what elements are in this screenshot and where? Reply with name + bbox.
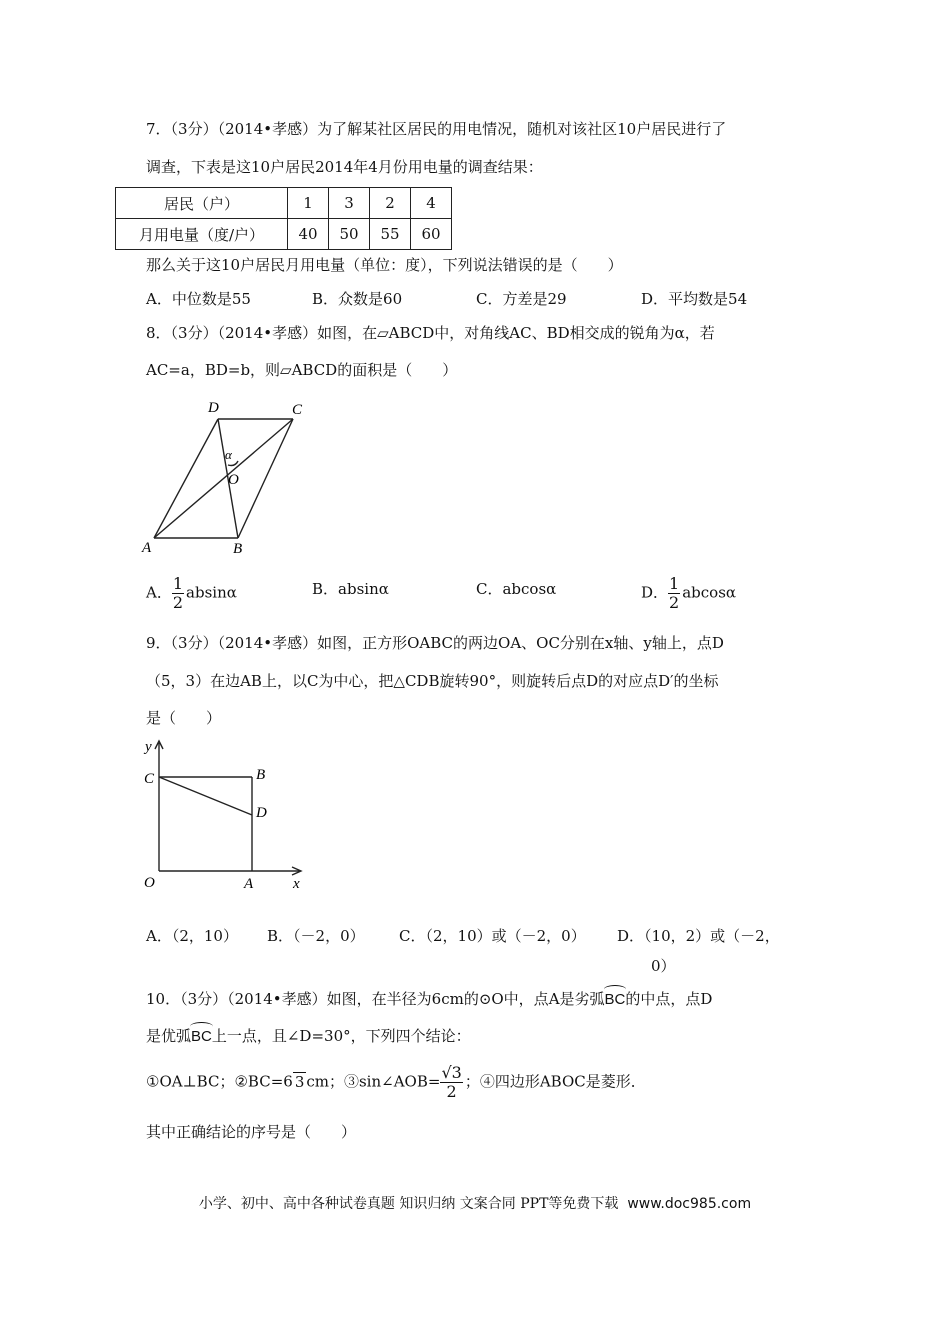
label-x: x bbox=[293, 876, 300, 892]
label-o: O bbox=[228, 472, 239, 488]
option-letter: D． bbox=[641, 583, 669, 602]
major-arc-bc: BC bbox=[191, 1028, 212, 1045]
option-text: absinα bbox=[186, 583, 237, 602]
q7-option-c: C．方差是29 bbox=[476, 290, 567, 308]
table-cell: 60 bbox=[411, 219, 452, 250]
q8-option-b: B．absinα bbox=[312, 580, 389, 598]
q9-option-d-cont: 0） bbox=[651, 957, 676, 975]
q9-line3: 是（ ） bbox=[146, 709, 222, 727]
table-cell: 55 bbox=[370, 219, 411, 250]
table-row bbox=[116, 188, 452, 219]
page-footer bbox=[0, 1193, 950, 1213]
q9-option-c: C．（2，10）或（－2，0） bbox=[399, 927, 586, 945]
q10-line1-tail: 的中点，点D bbox=[625, 990, 713, 1008]
q9-option-d: D．（10，2）或（－2， bbox=[617, 927, 780, 945]
fraction-denominator: 2 bbox=[669, 593, 680, 612]
table-cell: 4 bbox=[411, 188, 452, 219]
q8-option-d bbox=[641, 575, 736, 612]
label-b: B bbox=[256, 767, 266, 783]
q10-line2 bbox=[146, 1025, 471, 1046]
table-row bbox=[116, 219, 452, 250]
table-cell: 3 bbox=[329, 188, 370, 219]
label-alpha: α bbox=[225, 447, 232, 462]
q9-line1: 9．（3分）（2014•孝感）如图，正方形OABC的两边OA、OC分别在x轴、y轴上，点D bbox=[146, 634, 724, 652]
fraction-denominator: 2 bbox=[172, 593, 184, 612]
q10-line2-tail: 上一点，且∠D=30°，下列四个结论： bbox=[211, 1027, 471, 1045]
table-cell: 40 bbox=[288, 219, 329, 250]
q9-option-b: B．（－2，0） bbox=[267, 927, 365, 945]
fraction-numerator: √3 bbox=[441, 1063, 462, 1082]
table-cell: 2 bbox=[370, 188, 411, 219]
fraction bbox=[668, 575, 680, 612]
label-d: D bbox=[208, 400, 219, 416]
footer-url[interactable]: www.doc985.com bbox=[627, 1196, 752, 1212]
q7-question: 那么关于这10户居民月用电量（单位：度），下列说法错误的是（ ） bbox=[146, 256, 623, 274]
label-d: D bbox=[256, 805, 267, 821]
fraction-numerator: 1 bbox=[669, 574, 680, 593]
q10-line1-text: 10．（3分）（2014•孝感）如图，在半径为6cm的⊙O中，点A是劣弧 bbox=[146, 990, 605, 1008]
label-a: A bbox=[142, 540, 152, 556]
q10-line1 bbox=[146, 988, 712, 1009]
q8-option-c: C．abcosα bbox=[476, 580, 557, 598]
q7-line2: 调查，下表是这10户居民2014年4月份用电量的调查结果： bbox=[146, 158, 543, 176]
q10-conclusions bbox=[146, 1064, 646, 1101]
label-c: C bbox=[144, 771, 155, 787]
table-cell: 1 bbox=[288, 188, 329, 219]
parallelogram-figure bbox=[138, 395, 318, 565]
table-cell: 50 bbox=[329, 219, 370, 250]
option-letter: A． bbox=[146, 583, 172, 602]
fraction bbox=[172, 575, 184, 612]
table-header-households: 居民（户） bbox=[116, 188, 288, 219]
label-a: A bbox=[244, 876, 254, 892]
q7-option-d: D．平均数是54 bbox=[641, 290, 748, 308]
table-header-usage: 月用电量（度/户） bbox=[116, 219, 288, 250]
q10-question: 其中正确结论的序号是（ ） bbox=[146, 1123, 357, 1141]
square-coordinate-figure bbox=[138, 735, 313, 895]
fraction-denominator: 2 bbox=[446, 1082, 457, 1101]
conclusion-text: ①OA⊥BC；②BC=6 bbox=[146, 1072, 293, 1091]
q7-option-a: A．中位数是55 bbox=[146, 290, 251, 308]
option-text: abcosα bbox=[682, 583, 737, 602]
q8-line2: AC=a，BD=b，则▱ABCD的面积是（ ） bbox=[146, 361, 458, 379]
minor-arc-bc: BC bbox=[604, 991, 626, 1008]
q9-line2: （5，3）在边AB上，以C为中心，把△CDB旋转90°，则旋转后点D的对应点D′的坐标 bbox=[146, 672, 719, 690]
conclusion-text-2: cm；③sin∠AOB= bbox=[306, 1072, 441, 1091]
fraction bbox=[440, 1064, 462, 1101]
q8-line1: 8．（3分）（2014•孝感）如图，在▱ABCD中，对角线AC、BD相交成的锐角为α，若 bbox=[146, 324, 715, 342]
q7-line1: 7．（3分）（2014•孝感）为了解某社区居民的用电情况，随机对该社区10户居民进行了 bbox=[146, 120, 727, 138]
label-o: O bbox=[144, 875, 155, 891]
q7-option-b: B．众数是60 bbox=[312, 290, 403, 308]
q9-option-a: A．（2，10） bbox=[146, 927, 238, 945]
label-b: B bbox=[233, 541, 243, 557]
label-c: C bbox=[292, 402, 303, 418]
q10-line2-text: 是优弧 bbox=[146, 1027, 192, 1045]
sqrt-radicand: 3 bbox=[294, 1072, 305, 1091]
conclusion-text-3: ；④四边形ABOC是菱形． bbox=[464, 1072, 646, 1091]
label-y: y bbox=[145, 739, 152, 755]
q7-table bbox=[115, 187, 452, 250]
footer-text: 小学、初中、高中各种试卷真题 知识归纳 文案合同 PPT等免费下载 bbox=[198, 1196, 619, 1212]
fraction-numerator: 1 bbox=[172, 574, 184, 593]
q8-option-a bbox=[146, 575, 237, 612]
